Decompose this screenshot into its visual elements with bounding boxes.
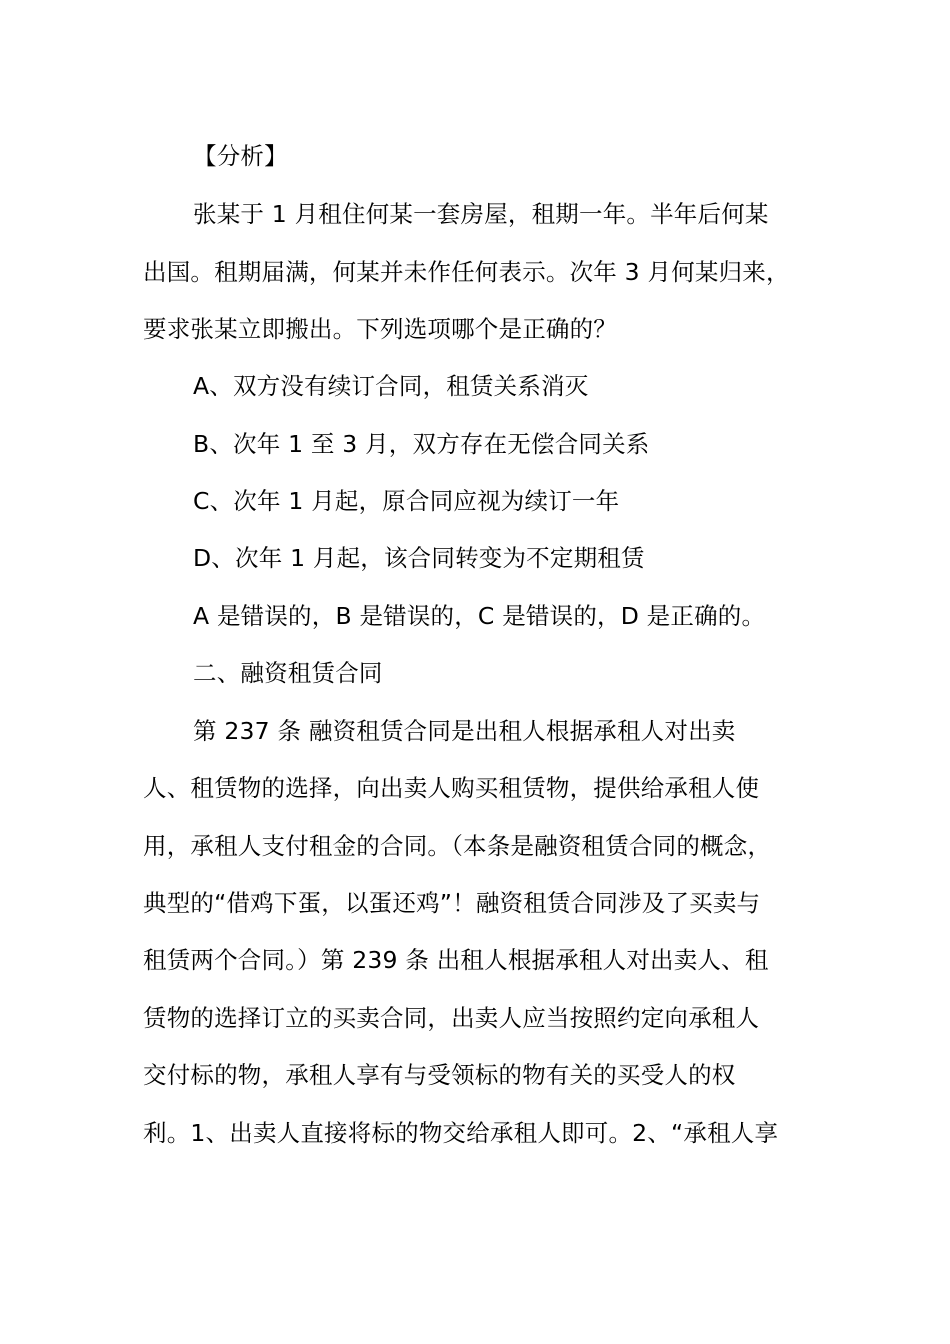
option-b: B、次年 1 至 3 月，双方存在无偿合同关系 — [193, 430, 650, 458]
paragraph-line: 赁物的选择订立的买卖合同，出卖人应当按照约定向承租人 — [143, 1004, 760, 1032]
section-heading-analysis: 【分析】 — [193, 142, 288, 170]
paragraph-line: 要求张某立即搬出。下列选项哪个是正确的？ — [143, 315, 617, 343]
section-heading-financial-lease: 二、融资租赁合同 — [193, 659, 383, 687]
paragraph-line: 用，承租人支付租金的合同。（本条是融资租赁合同的概念， — [143, 832, 772, 860]
paragraph-line: 典型的“借鸡下蛋，以蛋还鸡”！融资租赁合同涉及了买卖与 — [143, 889, 761, 917]
paragraph-line: 租赁两个合同。）第 239 条 出租人根据承租人对出卖人、租 — [143, 946, 769, 974]
paragraph-line: 交付标的物，承租人享有与受领标的物有关的买受人的权 — [143, 1061, 736, 1089]
option-c: C、次年 1 月起，原合同应视为续订一年 — [193, 487, 620, 515]
paragraph-line: 人、租赁物的选择，向出卖人购买租赁物，提供给承租人使 — [143, 774, 760, 802]
answer-line: A 是错误的，B 是错误的，C 是错误的，D 是正确的。 — [193, 602, 766, 630]
paragraph-line: 第 237 条 融资租赁合同是出租人根据承租人对出卖 — [193, 717, 736, 745]
paragraph-line: 张某于 1 月租住何某一套房屋，租期一年。半年后何某 — [193, 200, 769, 228]
paragraph-line: 出国。租期届满，何某并未作任何表示。次年 3 月何某归来， — [143, 258, 790, 286]
paragraph-line: 利。1、出卖人直接将标的物交给承租人即可。2、“承租人享 — [143, 1119, 779, 1147]
option-a: A、双方没有续订合同，租赁关系消灭 — [193, 372, 589, 400]
option-d: D、次年 1 月起，该合同转变为不定期租赁 — [193, 544, 645, 572]
